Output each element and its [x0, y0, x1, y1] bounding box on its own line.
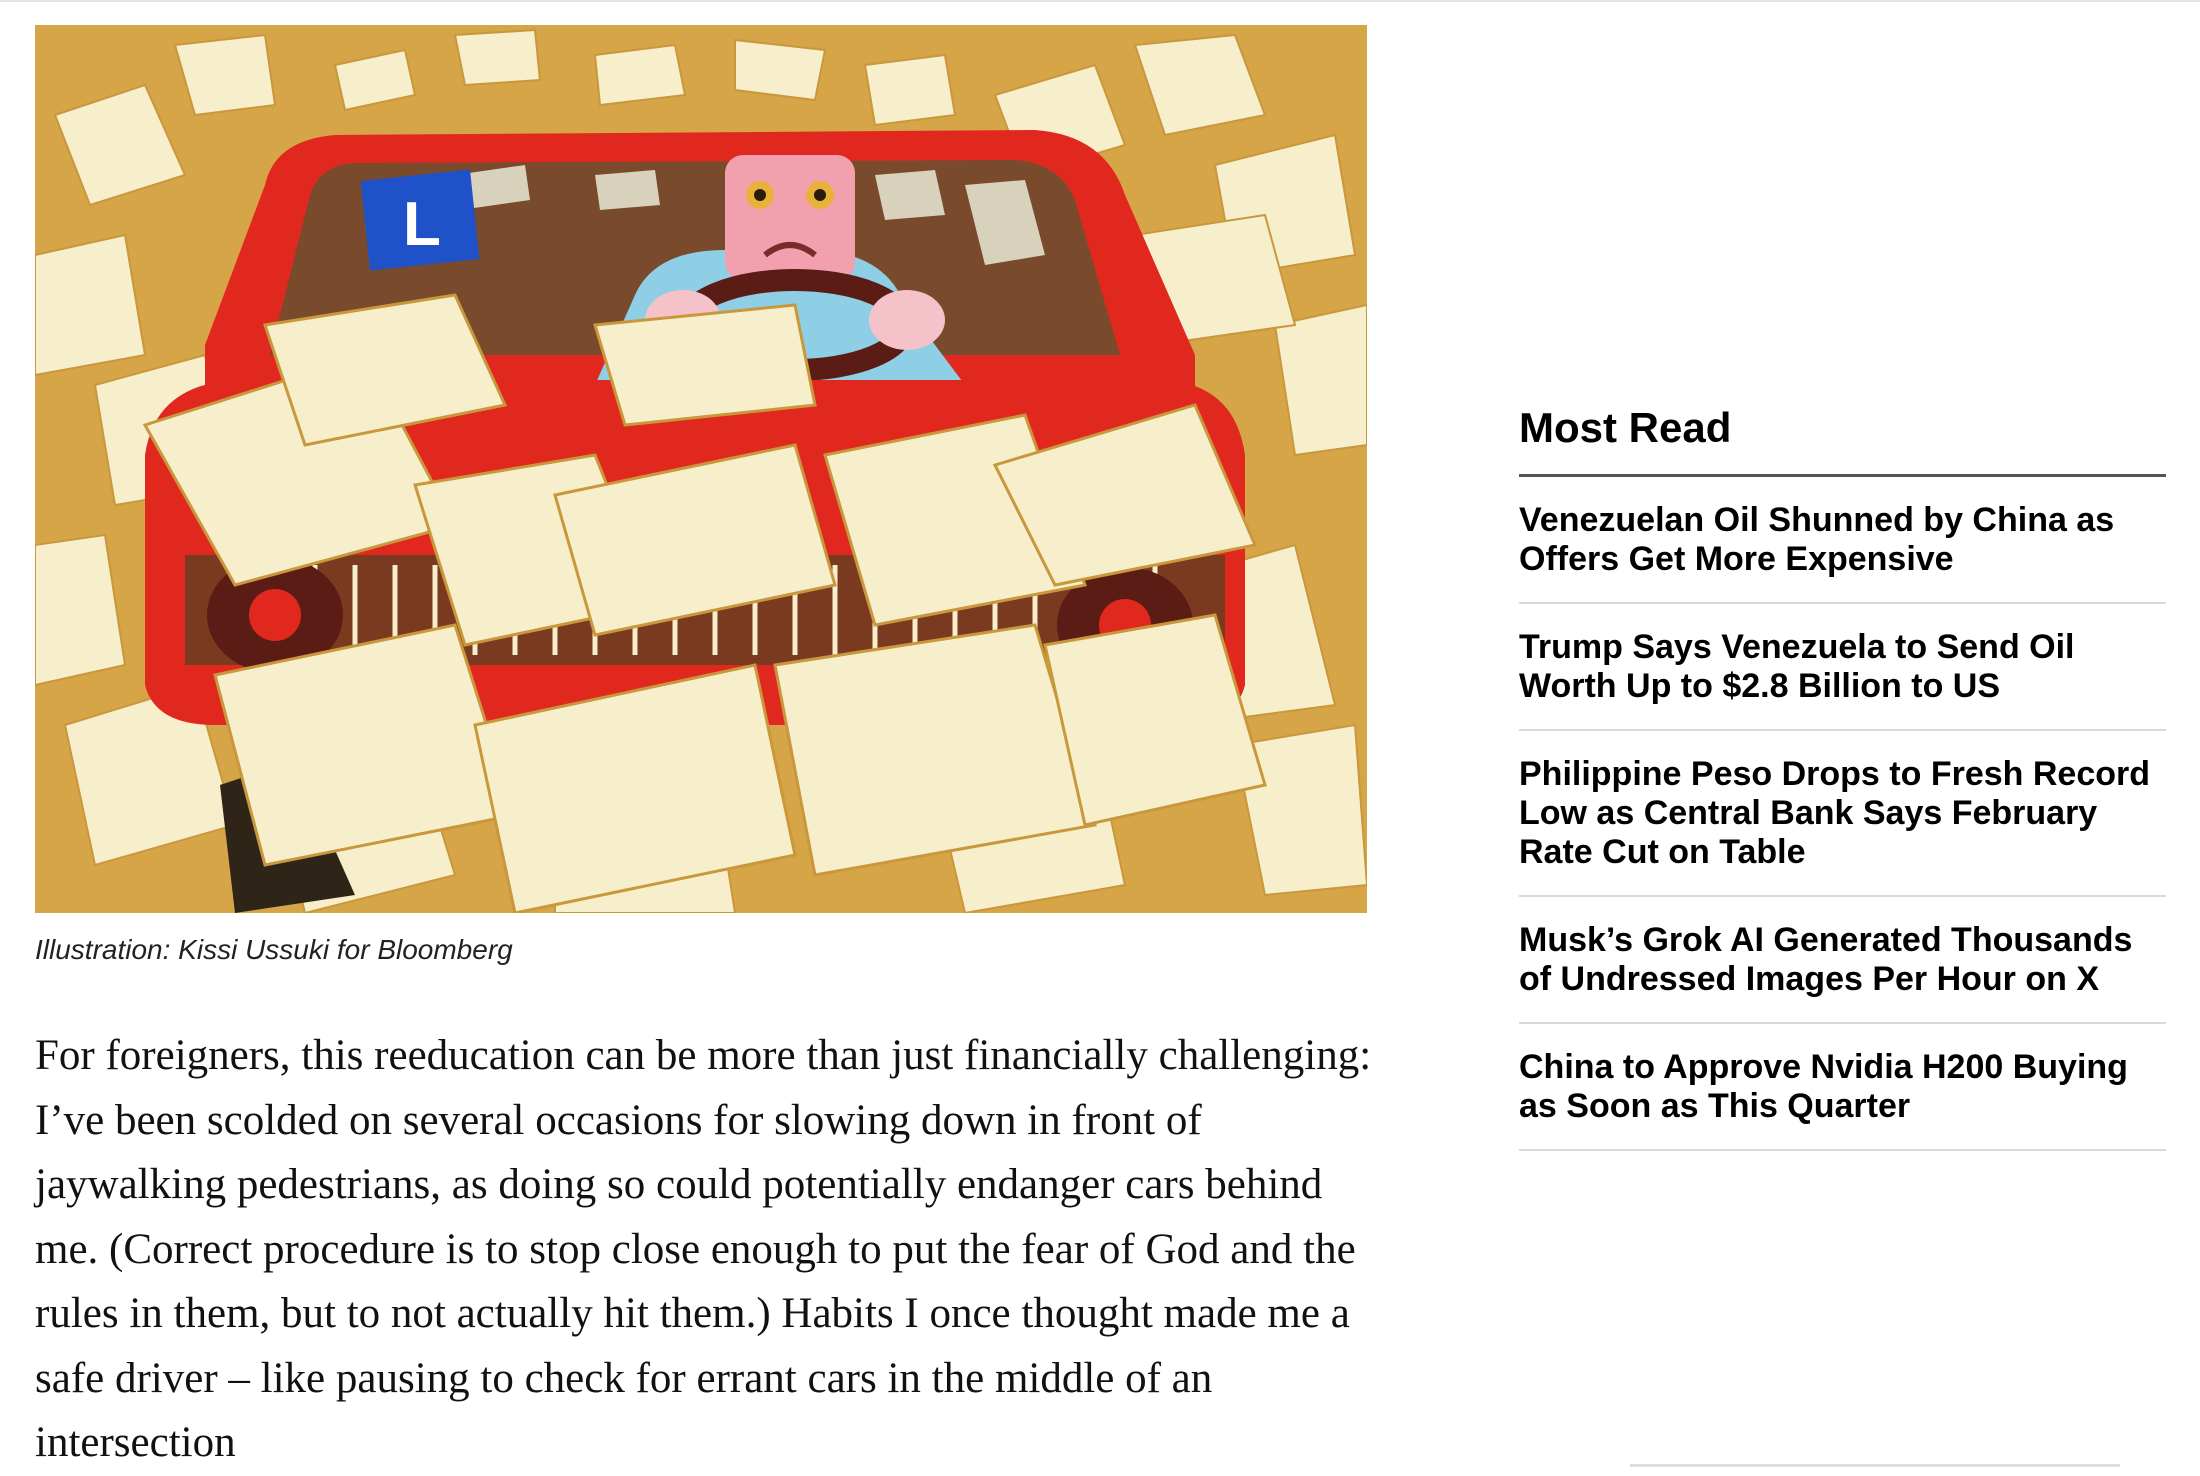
figure-caption: Illustration: Kissi Ussuki for Bloomberg: [35, 934, 513, 965]
article-illustration: [35, 25, 1367, 913]
top-rule: [0, 0, 2200, 2]
learner-plate-letter: L: [403, 190, 441, 259]
article-paragraph: For foreigners, this reeducation can be more than just financially challenging: I’ve been scolded on several occasions for slowing down in front of jaywalking pedestrians, as doing so could potentially endanger cars behind me. (Correct procedure is to stop close enough to put the fear of God and the rules in them, but to not actually hit them.) Habits I once thought made me a safe driver – like pausing to check for errant cars in the middle of an intersection: [35, 1032, 1372, 1466]
story-link[interactable]: Musk’s Grok AI Generated Thousands of Undressed Images Per Hour on X: [1519, 921, 2133, 998]
most-read-list: [1519, 477, 2166, 1151]
story-link[interactable]: China to Approve Nvidia H200 Buying as Soon as This Quarter: [1519, 1048, 2128, 1125]
article-body: [35, 1024, 1385, 1476]
list-item: [1519, 604, 2166, 731]
most-read-module: [1519, 398, 2166, 1151]
most-read-title: Most Read: [1519, 404, 1732, 451]
list-item: [1519, 1024, 2166, 1151]
list-item: [1519, 731, 2166, 897]
story-link[interactable]: Trump Says Venezuela to Send Oil Worth Up to $2.8 Billion to US: [1519, 628, 2075, 705]
story-link[interactable]: Philippine Peso Drops to Fresh Record Low as Central Bank Says February Rate Cut on Table: [1519, 755, 2150, 871]
story-link[interactable]: Venezuelan Oil Shunned by China as Offers Get More Expensive: [1519, 501, 2115, 578]
list-item: [1519, 897, 2166, 1024]
list-item: [1519, 477, 2166, 604]
